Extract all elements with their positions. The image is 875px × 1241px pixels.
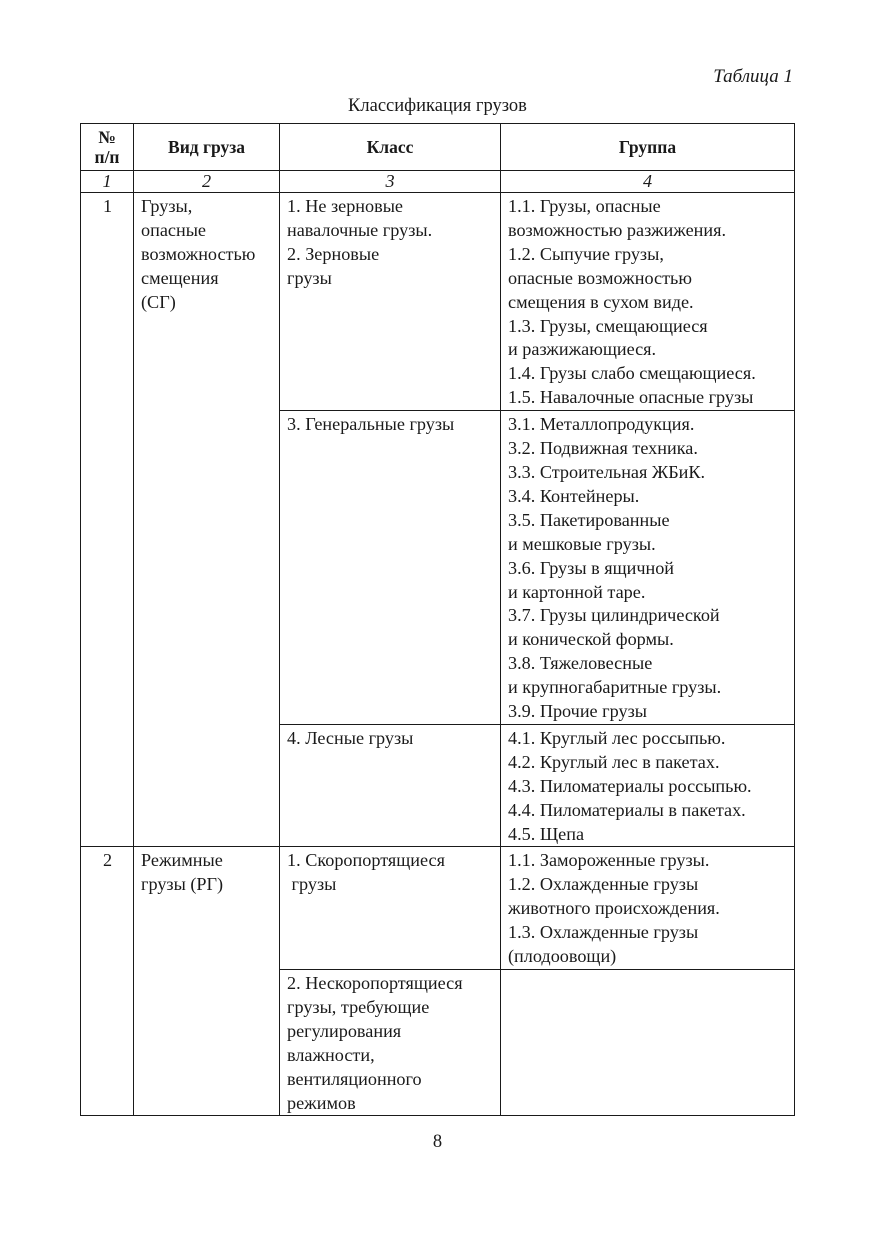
class-cell	[280, 411, 501, 725]
class-cell	[280, 970, 501, 1116]
group-line: 4.1. Круглый лес россыпью.	[508, 727, 726, 748]
row-number: 1	[81, 193, 134, 847]
group-line: 1.3. Грузы, смещающиеся	[508, 315, 708, 336]
group-line: и разжижающиеся.	[508, 339, 657, 360]
column-number: 1	[81, 171, 134, 193]
class-line: режимов	[287, 1092, 356, 1113]
group-cell	[501, 193, 795, 411]
group-line: 1.5. Навалочные опасные грузы	[508, 387, 754, 408]
class-line: 2. Нескоропортящиеся	[287, 973, 463, 993]
class-line: грузы	[287, 874, 337, 895]
group-line: 1.1. Грузы, опасные	[508, 196, 661, 216]
table-label: Таблица 1	[713, 66, 793, 87]
group-cell	[501, 847, 795, 970]
class-line: грузы, требующие	[287, 996, 430, 1017]
cargo-type-line: смещения	[141, 267, 219, 288]
cargo-type-line: опасные	[141, 219, 206, 240]
group-line: 3.5. Пакетированные	[508, 509, 670, 530]
group-line: возможностью разжижения.	[508, 219, 727, 240]
class-line: 1. Скоропортящиеся	[287, 850, 445, 871]
column-number: 2	[134, 171, 280, 193]
group-line: 3.1. Металлопродукция.	[508, 414, 695, 435]
cargo-classification-table	[80, 123, 795, 1116]
header-cargo-type: Вид груза	[134, 124, 280, 171]
class-line: регулирования	[287, 1020, 402, 1041]
class-line: 2. Зерновые	[287, 243, 380, 264]
group-line: 3.9. Прочие грузы	[508, 701, 647, 722]
header-num-line2: п/п	[94, 147, 120, 167]
group-line: 4.3. Пиломатериалы россыпью.	[508, 775, 752, 796]
group-line: 1.2. Охлажденные грузы	[508, 874, 699, 895]
page-number: 8	[432, 1132, 443, 1152]
row-number: 2	[81, 847, 134, 1116]
cargo-type-line: (СГ)	[141, 291, 176, 312]
group-line: и конической формы.	[508, 629, 674, 650]
group-line: 3.3. Строительная ЖБиК.	[508, 461, 706, 482]
class-line: 3. Генеральные грузы	[287, 414, 455, 435]
group-line: 1.1. Замороженные грузы.	[508, 850, 710, 871]
cargo-type-line: грузы (РГ)	[141, 874, 224, 895]
column-number: 3	[280, 171, 501, 193]
group-line: и картонной таре.	[508, 581, 646, 602]
class-cell	[280, 193, 501, 411]
cargo-type-line: Режимные	[141, 850, 223, 871]
group-line: 1.4. Грузы слабо смещающиеся.	[508, 363, 756, 384]
group-line: и мешковые грузы.	[508, 533, 656, 554]
group-line: 4.4. Пиломатериалы в пакетах.	[508, 799, 746, 820]
cargo-type-cell	[134, 847, 280, 1116]
group-line: животного происхождения.	[508, 898, 720, 919]
table-caption: Классификация грузов	[348, 96, 527, 116]
header-class: Класс	[280, 124, 501, 171]
group-line: 3.6. Грузы в ящичной	[508, 557, 675, 578]
group-line: 1.3. Охлажденные грузы	[508, 922, 699, 943]
class-line: вентиляционного	[287, 1068, 422, 1089]
group-line: 3.4. Контейнеры.	[508, 485, 640, 506]
group-cell-empty	[501, 970, 795, 1116]
class-line: навалочные грузы.	[287, 219, 433, 240]
table-row	[81, 193, 795, 411]
class-line: 1. Не зерновые	[287, 196, 403, 216]
table-row	[81, 847, 795, 970]
header-num-line1: №	[98, 127, 116, 147]
cargo-type-line: возможностью	[141, 243, 256, 264]
group-cell	[501, 724, 795, 847]
group-line: опасные возможностью	[508, 267, 692, 288]
group-line: 4.2. Круглый лес в пакетах.	[508, 751, 720, 772]
header-group: Группа	[501, 124, 795, 171]
group-line: 4.5. Щепа	[508, 823, 585, 844]
group-cell	[501, 411, 795, 725]
group-line: 3.7. Грузы цилиндрической	[508, 605, 720, 626]
group-line: смещения в сухом виде.	[508, 291, 694, 312]
cargo-type-cell	[134, 193, 280, 847]
class-cell	[280, 847, 501, 970]
group-line: 1.2. Сыпучие грузы,	[508, 243, 664, 264]
column-number-row	[81, 171, 795, 193]
header-num	[81, 124, 134, 171]
group-line: 3.8. Тяжеловесные	[508, 653, 653, 674]
group-line: и крупногабаритные грузы.	[508, 677, 722, 698]
group-line: 3.2. Подвижная техника.	[508, 438, 698, 459]
header-row	[81, 124, 795, 171]
cargo-type-line: Грузы,	[141, 196, 193, 216]
class-line: грузы	[287, 267, 332, 288]
class-line: влажности,	[287, 1044, 375, 1065]
class-line: 4. Лесные грузы	[287, 727, 414, 748]
class-cell	[280, 724, 501, 847]
column-number: 4	[501, 171, 795, 193]
group-line: (плодоовощи)	[508, 946, 617, 967]
